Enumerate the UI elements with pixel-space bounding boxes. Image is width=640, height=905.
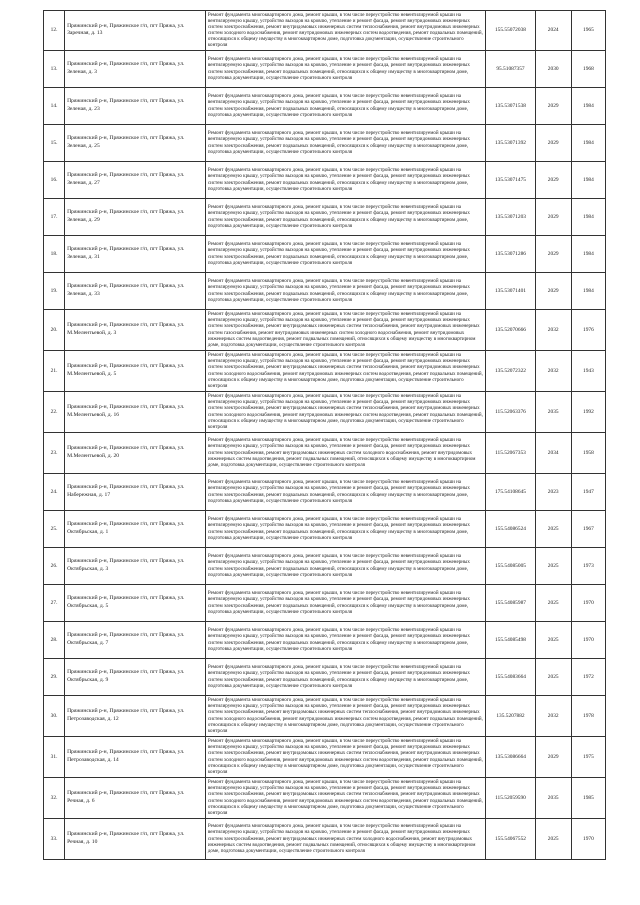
cost-cell: 155.54085005: [486, 547, 535, 584]
build-year-cell: 1968: [571, 50, 605, 87]
row-number: 33.: [44, 818, 65, 859]
address-cell: Пряжинский р-н, Пряжинское г/п, пгт Пряжа, ул. М.Мелентьевой, д. 16: [65, 391, 206, 432]
row-number: 27.: [44, 584, 65, 621]
table-row: [44, 621, 606, 658]
cost-cell: 135.53071475: [486, 161, 535, 198]
build-year-cell: 1992: [571, 391, 605, 432]
address-cell: Пряжинский р-н, Пряжинское г/п, пгт Пряжа, ул. Зеленая, д. 33: [65, 272, 206, 309]
planned-year-cell: 2029: [535, 124, 571, 161]
works-cell: Ремонт фундамента многоквартирного дома, ремонт крыши, в том числе переустройство невентилируемой крыши на вентилируемую крышу, устройство выходов на кровлю, утепление и ремонт фасада, ремонт внутридомовых инженерных систем электроснабжения, ремонт внутридомовых инженерных систем теплоснабжения, ремонт внутридомовых инженерных систем холодного водоснабжения, ремонт внутридомовых инженерных систем водоотведения, ремонт подвальных помещений, относящихся к общему имуществу в многоквартирном доме, подготовка документации, осуществление строительного контроля: [205, 350, 485, 391]
build-year-cell: 1973: [571, 547, 605, 584]
address-cell: Пряжинский р-н, Пряжинское г/п, пгт Пряжа, ул. Речная, д. 6: [65, 777, 206, 818]
row-number: 13.: [44, 50, 65, 87]
table-row: [44, 695, 606, 736]
works-cell: Ремонт фундамента многоквартирного дома, ремонт крыши, в том числе переустройство невентилируемой крыши на вентилируемую крышу, устройство выходов на кровлю, утепление и ремонт фасада, ремонт внутридомовых инженерных систем электроснабжения, ремонт внутридомовых инженерных систем теплоснабжения, ремонт внутридомовых инженерных систем холодного водоснабжения, ремонт внутридомовых инженерных систем водоотведения, ремонт подвальных помещений, относящихся к общему имуществу в многоквартирном доме, подготовка документации, осуществление строительного контроля: [205, 695, 485, 736]
build-year-cell: 1975: [571, 736, 605, 777]
works-cell: Ремонт фундамента многоквартирного дома, ремонт крыши, в том числе переустройство невентилируемой крыши на вентилируемую крышу, устройство выходов на кровлю, утепление и ремонт фасада, ремонт внутридомовых инженерных систем электроснабжения, ремонт подвальных помещений, относящихся к общему имуществу в многоквартирном доме, подготовка документации, осуществление строительного контроля: [205, 235, 485, 272]
build-year-cell: 1970: [571, 621, 605, 658]
works-cell: Ремонт фундамента многоквартирного дома, ремонт крыши, в том числе переустройство невентилируемой крыши на вентилируемую крышу, устройство выходов на кровлю, утепление и ремонт фасада, ремонт внутридомовых инженерных систем электроснабжения, ремонт внутридомовых инженерных систем теплоснабжения, ремонт внутридомовых инженерных систем холодного водоснабжения, ремонт внутридомовых инженерных систем водоотведения, ремонт подвальных помещений, относящихся к общему имуществу в многоквартирном доме, подготовка документации, осуществление строительного контроля: [205, 777, 485, 818]
planned-year-cell: 2029: [535, 235, 571, 272]
works-cell: Ремонт фундамента многоквартирного дома, ремонт крыши, в том числе переустройство невентилируемой крыши на вентилируемую крышу, устройство выходов на кровлю, утепление и ремонт фасада, ремонт внутридомовых инженерных систем электроснабжения, ремонт подвальных помещений, относящихся к общему имуществу в многоквартирном доме, подготовка документации, осуществление строительного контроля: [205, 87, 485, 124]
address-cell: Пряжинский р-н, Пряжинское г/п, пгт Пряжа, ул. Набережная, д. 17: [65, 473, 206, 510]
row-number: 14.: [44, 87, 65, 124]
cost-cell: 155.54086524: [486, 510, 535, 547]
address-cell: Пряжинский р-н, Пряжинское г/п, пгт Пряжа, ул. Октябрьская, д. 3: [65, 547, 206, 584]
build-year-cell: 1970: [571, 584, 605, 621]
works-cell: Ремонт фундамента многоквартирного дома, ремонт крыши, в том числе переустройство невентилируемой крыши на вентилируемую крышу, устройство выходов на кровлю, утепление и ремонт фасада, ремонт внутридомовых инженерных систем электроснабжения, ремонт подвальных помещений, относящихся к общему имуществу в многоквартирном доме, подготовка документации, осуществление строительного контроля: [205, 272, 485, 309]
table-row: [44, 547, 606, 584]
row-number: 28.: [44, 621, 65, 658]
row-number: 25.: [44, 510, 65, 547]
build-year-cell: 1984: [571, 198, 605, 235]
cost-cell: 155.54085987: [486, 584, 535, 621]
cost-cell: 115.52059590: [486, 777, 535, 818]
cost-cell: 135.53071392: [486, 124, 535, 161]
works-cell: Ремонт фундамента многоквартирного дома, ремонт крыши, в том числе переустройство невентилируемой крыши на вентилируемую крышу, устройство выходов на кровлю, утепление и ремонт фасада, ремонт внутридомовых инженерных систем электроснабжения, ремонт подвальных помещений, относящихся к общему имуществу в многоквартирном доме, подготовка документации, осуществление строительного контроля: [205, 584, 485, 621]
table-row: [44, 736, 606, 777]
build-year-cell: 1985: [571, 777, 605, 818]
planned-year-cell: 2035: [535, 777, 571, 818]
works-cell: Ремонт фундамента многоквартирного дома, ремонт крыши, в том числе переустройство невентилируемой крыши на вентилируемую крышу, устройство выходов на кровлю, утепление и ремонт фасада, ремонт внутридомовых инженерных систем электроснабжения, ремонт внутридомовых инженерных систем теплоснабжения, ремонт внутридомовых инженерных систем газоснабжения, ремонт внутридомовых инженерных систем холодного водоснабжения, ремонт внутридомовых инженерных систем водоотведения, ремонт подвальных помещений, относящихся к общему имуществу в многоквартирном доме, подготовка документации, осуществление строительного контроля: [205, 309, 485, 350]
build-year-cell: 1970: [571, 818, 605, 859]
table-row: [44, 658, 606, 695]
address-cell: Пряжинский р-н, Пряжинское г/п, пгт Пряжа, ул. М.Мелентьевой, д. 3: [65, 309, 206, 350]
build-year-cell: 1972: [571, 658, 605, 695]
planned-year-cell: 2025: [535, 818, 571, 859]
table-row: [44, 391, 606, 432]
row-number: 19.: [44, 272, 65, 309]
table-body: [44, 11, 606, 860]
works-cell: Ремонт фундамента многоквартирного дома, ремонт крыши, в том числе переустройство невентилируемой крыши на вентилируемую крышу, устройство выходов на кровлю, утепление и ремонт фасада, ремонт внутридомовых инженерных систем электроснабжения, ремонт подвальных помещений, относящихся к общему имуществу в многоквартирном доме, подготовка документации, осуществление строительного контроля: [205, 161, 485, 198]
planned-year-cell: 2025: [535, 621, 571, 658]
works-cell: Ремонт фундамента многоквартирного дома, ремонт крыши, в том числе переустройство невентилируемой крыши на вентилируемую крышу, устройство выходов на кровлю, утепление и ремонт фасада, ремонт внутридомовых инженерных систем электроснабжения, ремонт подвальных помещений, относящихся к общему имуществу в многоквартирном доме, подготовка документации, осуществление строительного контроля: [205, 50, 485, 87]
build-year-cell: 1984: [571, 161, 605, 198]
cost-cell: 115.52063376: [486, 391, 535, 432]
planned-year-cell: 2032: [535, 350, 571, 391]
planned-year-cell: 2025: [535, 510, 571, 547]
planned-year-cell: 2024: [535, 11, 571, 51]
row-number: 31.: [44, 736, 65, 777]
build-year-cell: 1958: [571, 432, 605, 473]
address-cell: Пряжинский р-н, Пряжинское г/п, пгт Пряжа, ул. Зеленая, д. 23: [65, 87, 206, 124]
table-row: [44, 777, 606, 818]
planned-year-cell: 2023: [535, 473, 571, 510]
table-row: [44, 124, 606, 161]
works-cell: Ремонт фундамента многоквартирного дома, ремонт крыши, в том числе переустройство невентилируемой крыши на вентилируемую крышу, устройство выходов на кровлю, утепление и ремонт фасада, ремонт внутридомовых инженерных систем электроснабжения, ремонт подвальных помещений, относящихся к общему имуществу в многоквартирном доме, подготовка документации, осуществление строительного контроля: [205, 658, 485, 695]
row-number: 29.: [44, 658, 65, 695]
address-cell: Пряжинский р-н, Пряжинское г/п, пгт Пряжа, ул. Октябрьская, д. 5: [65, 584, 206, 621]
row-number: 26.: [44, 547, 65, 584]
address-cell: Пряжинский р-н, Пряжинское г/п, пгт Пряжа, ул. Зеленая, д. 29: [65, 198, 206, 235]
cost-cell: 155.54067552: [486, 818, 535, 859]
planned-year-cell: 2032: [535, 309, 571, 350]
build-year-cell: 1984: [571, 124, 605, 161]
row-number: 30.: [44, 695, 65, 736]
row-number: 32.: [44, 777, 65, 818]
planned-year-cell: 2025: [535, 547, 571, 584]
works-cell: Ремонт фундамента многоквартирного дома, ремонт крыши, в том числе переустройство невентилируемой крыши на вентилируемую крышу, устройство выходов на кровлю, утепление и ремонт фасада, ремонт внутридомовых инженерных систем электроснабжения, ремонт внутридомовых инженерных систем холодного водоснабжения, ремонт внутридомовых инженерных систем водоотведения, ремонт подвальных помещений, относящихся к общему имуществу в многоквартирном доме, подготовка документации, осуществление строительного контроля: [205, 432, 485, 473]
row-number: 22.: [44, 391, 65, 432]
works-cell: Ремонт фундамента многоквартирного дома, ремонт крыши, в том числе переустройство невентилируемой крыши на вентилируемую крышу, устройство выходов на кровлю, утепление и ремонт фасада, ремонт внутридомовых инженерных систем электроснабжения, ремонт внутридомовых инженерных систем теплоснабжения, ремонт внутридомовых инженерных систем холодного водоснабжения, ремонт внутридомовых инженерных систем водоотведения, ремонт подвальных помещений, относящихся к общему имуществу в многоквартирном доме, подготовка документации, осуществление строительного контроля: [205, 11, 485, 51]
address-cell: Пряжинский р-н, Пряжинское г/п, пгт Пряжа, ул. Зеленая, д. 25: [65, 124, 206, 161]
cost-cell: 115.52067353: [486, 432, 535, 473]
build-year-cell: 1984: [571, 272, 605, 309]
table-row: [44, 50, 606, 87]
table-row: [44, 11, 606, 51]
works-cell: Ремонт фундамента многоквартирного дома, ремонт крыши, в том числе переустройство невентилируемой крыши на вентилируемую крышу, устройство выходов на кровлю, утепление и ремонт фасада, ремонт внутридомовых инженерных систем электроснабжения, ремонт подвальных помещений, относящихся к общему имуществу в многоквартирном доме, подготовка документации, осуществление строительного контроля: [205, 621, 485, 658]
row-number: 12.: [44, 11, 65, 51]
planned-year-cell: 2032: [535, 695, 571, 736]
row-number: 16.: [44, 161, 65, 198]
works-cell: Ремонт фундамента многоквартирного дома, ремонт крыши, в том числе переустройство невентилируемой крыши на вентилируемую крышу, устройство выходов на кровлю, утепление и ремонт фасада, ремонт внутридомовых инженерных систем электроснабжения, ремонт подвальных помещений, относящихся к общему имуществу в многоквартирном доме, подготовка документации, осуществление строительного контроля: [205, 198, 485, 235]
cost-cell: 135.53071401: [486, 272, 535, 309]
planned-year-cell: 2029: [535, 736, 571, 777]
planned-year-cell: 2029: [535, 87, 571, 124]
cost-cell: 175.54108645: [486, 473, 535, 510]
row-number: 21.: [44, 350, 65, 391]
planned-year-cell: 2029: [535, 198, 571, 235]
address-cell: Пряжинский р-н, Пряжинское г/п, пгт Пряжа, ул. Октябрьская, д. 9: [65, 658, 206, 695]
planned-year-cell: 2035: [535, 391, 571, 432]
address-cell: Пряжинский р-н, Пряжинское г/п, пгт Пряжа, ул. Октябрьская, д. 7: [65, 621, 206, 658]
build-year-cell: 1984: [571, 235, 605, 272]
cost-cell: 155.54083664: [486, 658, 535, 695]
cost-cell: 135.53071286: [486, 235, 535, 272]
cost-cell: 135.52072322: [486, 350, 535, 391]
cost-cell: 135.52070666: [486, 309, 535, 350]
build-year-cell: 1978: [571, 695, 605, 736]
address-cell: Пряжинский р-н, Пряжинское г/п, пгт Пряжа, ул. М.Мелентьевой, д. 20: [65, 432, 206, 473]
address-cell: Пряжинский р-н, Пряжинское г/п, пгт Пряжа, ул. Речная, д. 10: [65, 818, 206, 859]
address-cell: Пряжинский р-н, Пряжинское г/п, пгт Пряжа, ул. М.Мелентьевой, д. 5: [65, 350, 206, 391]
planned-year-cell: 2029: [535, 272, 571, 309]
address-cell: Пряжинский р-н, Пряжинское г/п, пгт Пряжа, ул. Октябрьская, д. 1: [65, 510, 206, 547]
cost-cell: 135.53086664: [486, 736, 535, 777]
table-row: [44, 510, 606, 547]
table-row: [44, 818, 606, 859]
row-number: 15.: [44, 124, 65, 161]
table-row: [44, 87, 606, 124]
address-cell: Пряжинский р-н, Пряжинское г/п, пгт Пряжа, ул. Зеленая, д. 27: [65, 161, 206, 198]
address-cell: Пряжинский р-н, Пряжинское г/п, пгт Пряжа, ул. Зеленая, д. 3: [65, 50, 206, 87]
row-number: 24.: [44, 473, 65, 510]
works-cell: Ремонт фундамента многоквартирного дома, ремонт крыши, в том числе переустройство невентилируемой крыши на вентилируемую крышу, устройство выходов на кровлю, утепление и ремонт фасада, ремонт внутридомовых инженерных систем электроснабжения, ремонт внутридомовых инженерных систем теплоснабжения, ремонт внутридомовых инженерных систем холодного водоснабжения, ремонт внутридомовых инженерных систем водоотведения, ремонт подвальных помещений, относящихся к общему имуществу в многоквартирном доме, подготовка документации, осуществление строительного контроля: [205, 391, 485, 432]
table-row: [44, 350, 606, 391]
planned-year-cell: 2029: [535, 161, 571, 198]
works-cell: Ремонт фундамента многоквартирного дома, ремонт крыши, в том числе переустройство невентилируемой крыши на вентилируемую крышу, устройство выходов на кровлю, утепление и ремонт фасада, ремонт внутридомовых инженерных систем электроснабжения, ремонт внутридомовых инженерных систем холодного водоснабжения, ремонт внутридомовых инженерных систем водоотведения, ремонт подвальных помещений, относящихся к общему имуществу в многоквартирном доме, подготовка документации, осуществление строительного контроля: [205, 818, 485, 859]
planned-year-cell: 2030: [535, 50, 571, 87]
build-year-cell: 1943: [571, 350, 605, 391]
planned-year-cell: 2034: [535, 432, 571, 473]
build-year-cell: 1967: [571, 510, 605, 547]
cost-cell: 135.5207882: [486, 695, 535, 736]
address-cell: Пряжинский р-н, Пряжинское г/п, пгт Пряжа, ул. Петрозаводская, д. 14: [65, 736, 206, 777]
works-cell: Ремонт фундамента многоквартирного дома, ремонт крыши, в том числе переустройство невентилируемой крыши на вентилируемую крышу, устройство выходов на кровлю, утепление и ремонт фасада, ремонт внутридомовых инженерных систем электроснабжения, ремонт подвальных помещений, относящихся к общему имуществу в многоквартирном доме, подготовка документации, осуществление строительного контроля: [205, 547, 485, 584]
works-cell: Ремонт фундамента многоквартирного дома, ремонт крыши, в том числе переустройство невентилируемой крыши на вентилируемую крышу, устройство выходов на кровлю, утепление и ремонт фасада, ремонт внутридомовых инженерных систем электроснабжения, ремонт подвальных помещений, относящихся к общему имуществу в многоквартирном доме, подготовка документации, осуществление строительного контроля: [205, 510, 485, 547]
build-year-cell: 1984: [571, 87, 605, 124]
cost-cell: 135.53071203: [486, 198, 535, 235]
build-year-cell: 1947: [571, 473, 605, 510]
cost-cell: 155.54085498: [486, 621, 535, 658]
table-row: [44, 432, 606, 473]
address-cell: Пряжинский р-н, Пряжинское г/п, пгт Пряжа, ул. Заречная, д. 13: [65, 11, 206, 51]
table-row: [44, 272, 606, 309]
cost-cell: 135.53071538: [486, 87, 535, 124]
table-row: [44, 198, 606, 235]
table-row: [44, 473, 606, 510]
works-cell: Ремонт фундамента многоквартирного дома, ремонт крыши, в том числе переустройство невентилируемой крыши на вентилируемую крышу, устройство выходов на кровлю, утепление и ремонт фасада, ремонт внутридомовых инженерных систем электроснабжения, ремонт внутридомовых инженерных систем теплоснабжения, ремонт внутридомовых инженерных систем холодного водоснабжения, ремонт внутридомовых инженерных систем водоотведения, ремонт подвальных помещений, относящихся к общему имуществу в многоквартирном доме, подготовка документации, осуществление строительного контроля: [205, 736, 485, 777]
housing-repair-table: [43, 10, 606, 860]
row-number: 17.: [44, 198, 65, 235]
table-row: [44, 584, 606, 621]
row-number: 20.: [44, 309, 65, 350]
build-year-cell: 1965: [571, 11, 605, 51]
table-row: [44, 161, 606, 198]
build-year-cell: 1976: [571, 309, 605, 350]
works-cell: Ремонт фундамента многоквартирного дома, ремонт крыши, в том числе переустройство невентилируемой крыши на вентилируемую крышу, устройство выходов на кровлю, утепление и ремонт фасада, ремонт внутридомовых инженерных систем электроснабжения, ремонт подвальных помещений, относящихся к общему имуществу в многоквартирном доме, подготовка документации, осуществление строительного контроля: [205, 124, 485, 161]
address-cell: Пряжинский р-н, Пряжинское г/п, пгт Пряжа, ул. Зеленая, д. 31: [65, 235, 206, 272]
works-cell: Ремонт фундамента многоквартирного дома, ремонт крыши, в том числе переустройство невентилируемой крыши на вентилируемую крышу, устройство выходов на кровлю, утепление и ремонт фасада, ремонт внутридомовых инженерных систем электроснабжения, ремонт подвальных помещений, относящихся к общему имуществу в многоквартирном доме, подготовка документации, осуществление строительного контроля: [205, 473, 485, 510]
row-number: 23.: [44, 432, 65, 473]
planned-year-cell: 2025: [535, 658, 571, 695]
cost-cell: 95.51087357: [486, 50, 535, 87]
cost-cell: 155.55072038: [486, 11, 535, 51]
row-number: 18.: [44, 235, 65, 272]
address-cell: Пряжинский р-н, Пряжинское г/п, пгт Пряжа, ул. Петрозаводская, д. 12: [65, 695, 206, 736]
planned-year-cell: 2025: [535, 584, 571, 621]
table-row: [44, 309, 606, 350]
table-row: [44, 235, 606, 272]
